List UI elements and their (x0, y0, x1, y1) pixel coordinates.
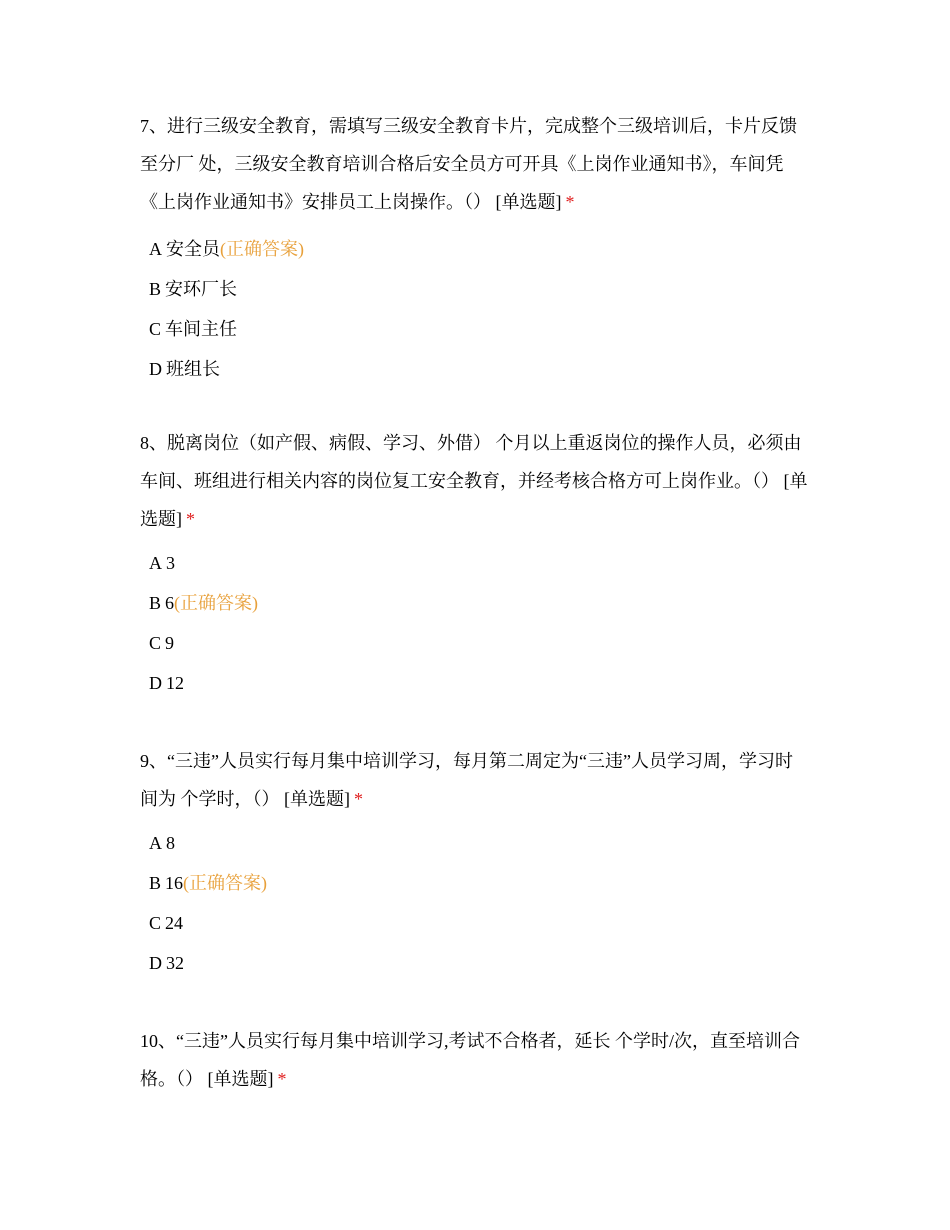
option-c[interactable] (149, 623, 810, 663)
option-b[interactable] (149, 863, 810, 903)
option-a[interactable] (149, 823, 810, 863)
question-8-text (140, 424, 810, 538)
option-b[interactable] (149, 269, 810, 309)
question-10-number: 10、 (140, 1031, 176, 1051)
option-b[interactable] (149, 583, 810, 623)
option-label: C (149, 913, 162, 933)
option-text: 安全员 (166, 239, 220, 259)
question-10 (140, 1022, 810, 1098)
question-7-type: [单选题] (495, 192, 562, 212)
option-text: 24 (165, 913, 184, 933)
option-label: A (149, 239, 162, 259)
question-9 (140, 742, 810, 983)
option-label: D (149, 359, 162, 379)
option-label: C (149, 319, 162, 339)
question-10-type: [单选题] (207, 1069, 274, 1089)
option-a[interactable] (149, 229, 810, 269)
option-text: 12 (166, 673, 184, 693)
question-9-number: 9、 (140, 751, 167, 771)
question-7 (140, 107, 810, 389)
option-label: A (149, 833, 162, 853)
option-text: 班组长 (166, 359, 220, 379)
question-7-text (140, 107, 810, 221)
option-c[interactable] (149, 903, 810, 943)
option-d[interactable] (149, 663, 810, 703)
option-text: 6 (165, 593, 175, 613)
question-8-options (140, 543, 810, 703)
option-label: D (149, 673, 162, 693)
question-10-text (140, 1022, 810, 1098)
question-7-body: 进行三级安全教育，需填写三级安全教育卡片，完成整个三级培训后，卡片反馈至分厂 处，三级安全教育培训合格后安全员方可开具《上岗作业通知书》，车间凭《上岗作业通知书》安排员工上岗操作。（） (140, 116, 797, 212)
required-mark: * (354, 789, 363, 809)
correct-answer-mark: (正确答案) (183, 873, 268, 893)
question-9-type: [单选题] (284, 789, 350, 809)
required-mark: * (186, 509, 195, 529)
question-9-body: “三违”人员实行每月集中培训学习，每月第二周定为“三违”人员学习周，学习时间为 个学时，（） (140, 751, 793, 809)
required-mark: * (565, 192, 575, 212)
option-text: 8 (166, 833, 175, 853)
option-text: 9 (165, 633, 175, 653)
option-text: 安环厂长 (165, 279, 238, 299)
question-7-options (140, 229, 810, 389)
correct-answer-mark: (正确答案) (220, 239, 304, 259)
option-text: 3 (166, 553, 175, 573)
option-c[interactable] (149, 309, 810, 349)
option-text: 32 (166, 953, 184, 973)
question-8-number: 8、 (140, 433, 167, 453)
option-text: 车间主任 (165, 319, 238, 339)
question-9-options (140, 823, 810, 983)
option-a[interactable] (149, 543, 810, 583)
option-text: 16 (165, 873, 184, 893)
question-8-body: 脱离岗位（如产假、病假、学习、外借） 个月以上重返岗位的操作人员，必须由车间、班组进行相关内容的岗位复工安全教育，并经考核合格方可上岗作业。（） (140, 433, 802, 491)
option-d[interactable] (149, 349, 810, 389)
option-label: B (149, 873, 162, 893)
question-8 (140, 424, 810, 703)
option-label: B (149, 279, 162, 299)
option-label: B (149, 593, 162, 613)
question-7-number: 7、 (140, 116, 167, 136)
correct-answer-mark: (正确答案) (174, 593, 259, 613)
option-d[interactable] (149, 943, 810, 983)
required-mark: * (277, 1069, 287, 1089)
question-10-body: “三违”人员实行每月集中培训学习,考试不合格者，延长 个学时/次，直至培训合格。（） (140, 1031, 800, 1089)
question-8-type: [单选题] (140, 471, 808, 529)
option-label: D (149, 953, 162, 973)
option-label: A (149, 553, 162, 573)
option-label: C (149, 633, 162, 653)
question-9-text (140, 742, 810, 818)
